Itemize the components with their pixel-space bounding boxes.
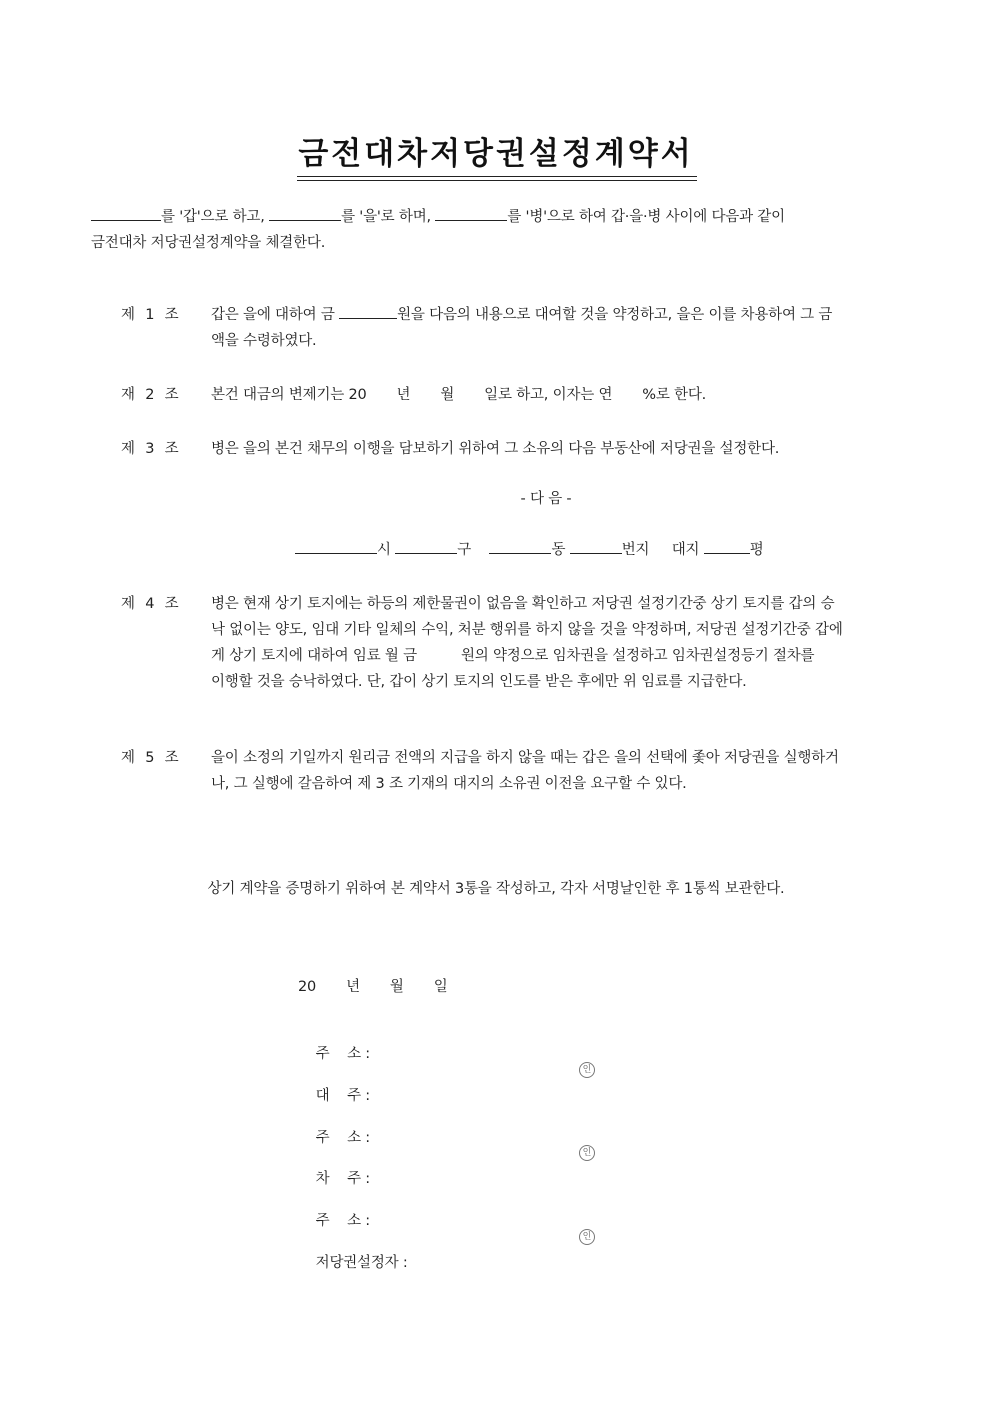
dong-label: 동 [551,542,566,558]
mortgagor-row [298,1224,408,1271]
pyeong-label: 평 [749,542,764,558]
article-2-month: 월 [440,387,455,403]
article-5-body [211,745,902,797]
intro-part-1: 를 '갑'으로 하고, [161,209,265,225]
article-4-line-3b: 원의 약정으로 임차권을 설정하고 임차권설정등기 절차를 [460,648,815,664]
article-2-text-e: %로 한다. [642,387,707,403]
article-4-line-3a: 게 상기 토지에 대하여 임료 월 금 [211,648,417,664]
article-1-text-b: 원을 다음의 내용으로 대여할 것을 약정하고, 을은 이를 차용하여 그 금 [397,307,833,323]
gu-label: 구 [457,542,472,558]
article-3-label: 제 3 조 [121,441,179,457]
mortgagor-label: 저당권설정자 : [315,1255,408,1271]
party-c-blank[interactable] [435,205,507,221]
beonji-label: 번지 [621,542,650,558]
article-2-year: 년 [396,387,411,403]
party-a-blank[interactable] [91,205,161,221]
loan-amount-blank[interactable] [339,303,397,319]
article-4-line-4: 이행할 것을 승낙하였다. 단, 갑이 상기 토지의 인도를 받은 후에만 위 임료를 지급한다. [211,674,747,690]
intro-part-4: 금전대차 저당권설정계약을 체결한다. [91,235,326,251]
lender-row [298,1057,370,1104]
lender-seal-icon[interactable]: 인 [579,1062,595,1078]
area-blank[interactable] [704,538,750,554]
address-2-row [298,1099,370,1146]
article-4-line-2: 낙 없이는 양도, 임대 기타 일체의 수익, 처분 행위를 하지 않을 것을 약정하며, 저당권 설정기간중 갑에 [211,622,843,638]
date-year-label: 년 [346,979,360,995]
intro-paragraph [91,204,902,256]
beonji-blank[interactable] [570,538,622,554]
document-title: 금전대차저당권설정계약서 [298,136,694,172]
intro-part-3: 를 '병'으로 하여 갑·을·병 사이에 다음과 같이 [507,209,785,225]
address-2-label: 주 소 : [315,1130,370,1146]
date-month-label: 월 [389,979,404,995]
article-5-line-1: 을이 소정의 기일까지 원리금 전액의 지급을 하지 않을 때는 갑은 을의 선택에 좇아 저당권을 실행하거 [211,750,839,766]
daeji-label: 대지 [671,542,700,558]
article-4-line-1: 병은 현재 상기 토지에는 하등의 제한물권이 없음을 확인하고 저당권 설정기간중 상기 토지를 갑의 승 [211,596,835,612]
date-year-prefix: 20 [298,979,317,995]
si-blank[interactable] [295,538,377,554]
article-1-label: 제 1 조 [121,307,179,323]
article-2-text-d: 일로 하고, 이자는 연 [484,387,613,403]
article-5-line-2: 나, 그 실행에 갈음하여 제 3 조 기재의 대지의 소유권 이전을 요구할 수 있다. [211,776,687,792]
gu-blank[interactable] [395,538,457,554]
article-1-text-a: 갑은 을에 대하여 금 [211,307,335,323]
address-3-row [298,1182,370,1229]
article-1-body [211,302,902,354]
article-2-text-a: 본건 대금의 변제기는 20 [211,387,367,403]
article-5-label: 제 5 조 [121,750,179,766]
article-3-body: 병은 을의 본건 채무의 이행을 담보하기 위하여 그 소유의 다음 부동산에 저당권을 설정한다. [211,441,780,457]
address-1-row [298,1015,370,1062]
borrower-label: 차 주 : [315,1171,370,1187]
lender-label: 대 주 : [315,1088,370,1104]
intro-part-2: 를 '을'로 하며, [341,209,431,225]
date-day-label: 일 [433,979,448,995]
article-2-body [211,382,902,408]
dong-blank[interactable] [489,538,551,554]
title-double-underline [297,176,697,181]
party-b-blank[interactable] [269,205,341,221]
article-4-label: 제 4 조 [121,596,179,612]
borrower-seal-icon[interactable]: 인 [579,1145,595,1161]
closing-sentence: 상기 계약을 증명하기 위하여 본 계약서 3통을 작성하고, 각자 서명날인한 후 1통씩 보관한다. [207,881,785,897]
daum-heading: - 다 음 - [520,491,572,507]
article-4-body [211,591,902,695]
article-2-label: 재 2 조 [121,387,179,403]
article-1-text-c: 액을 수령하였다. [211,333,317,349]
si-label: 시 [377,542,391,558]
borrower-row [298,1140,370,1187]
property-line [295,537,835,563]
mortgagor-seal-icon[interactable]: 인 [579,1229,595,1245]
date-row [298,974,448,1000]
address-1-label: 주 소 : [315,1046,370,1062]
address-3-label: 주 소 : [315,1213,370,1229]
